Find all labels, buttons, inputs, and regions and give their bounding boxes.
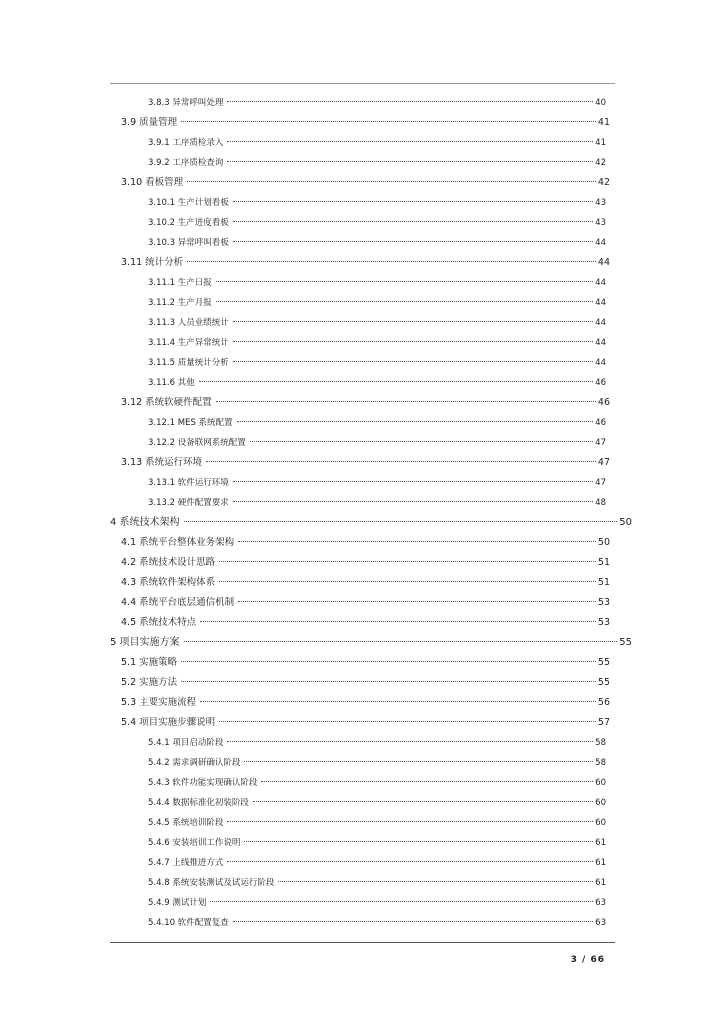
- toc-entry-page: 56: [597, 697, 610, 708]
- toc-entry-label: 3.11.3 人员业绩统计: [148, 318, 229, 328]
- toc-entry-label: 3.9 质量管理: [121, 117, 178, 128]
- toc-entry[interactable]: [121, 716, 610, 730]
- toc-entry[interactable]: [148, 856, 606, 870]
- toc-entry-label: 3.10.1 生产计划看板: [148, 198, 229, 208]
- toc-dot-leader: [199, 381, 593, 382]
- toc-dot-leader: [238, 541, 596, 542]
- toc-entry-page: 46: [595, 418, 606, 428]
- toc-entry[interactable]: [148, 816, 606, 830]
- toc-entry[interactable]: [148, 296, 606, 310]
- toc-entry-label: 5.4.9 测试计划: [148, 898, 207, 908]
- toc-entry-page: 43: [595, 198, 606, 208]
- toc-dot-leader: [237, 421, 594, 422]
- toc-dot-leader: [278, 881, 593, 882]
- toc-dot-leader: [187, 181, 596, 182]
- toc-dot-leader: [219, 561, 596, 562]
- toc-entry[interactable]: [148, 876, 606, 890]
- toc-entry-label: 5.3 主要实施流程: [121, 697, 197, 708]
- toc-dot-leader: [200, 701, 596, 702]
- toc-entry-page: 50: [619, 517, 632, 528]
- toc-entry-label: 4.5 系统技术特点: [121, 617, 197, 628]
- toc-entry-page: 42: [597, 177, 610, 188]
- toc-entry-page: 51: [597, 577, 610, 588]
- toc-entry-page: 51: [597, 557, 610, 568]
- toc-entry[interactable]: [121, 456, 610, 470]
- toc-dot-leader: [233, 321, 593, 322]
- toc-entry-label: 4.4 系统平台底层通信机制: [121, 597, 235, 608]
- toc-entry[interactable]: [148, 236, 606, 250]
- toc-dot-leader: [233, 481, 593, 482]
- toc-dot-leader: [233, 921, 593, 922]
- toc-entry-page: 60: [595, 798, 606, 808]
- toc-entry[interactable]: [148, 916, 606, 930]
- toc-entry-label: 3.11.1 生产日报: [148, 278, 212, 288]
- toc-entry[interactable]: [121, 696, 610, 710]
- toc-entry-page: 55: [597, 677, 610, 688]
- toc-entry-label: 3.13 系统运行环境: [121, 457, 203, 468]
- toc-entry-page: 55: [597, 657, 610, 668]
- toc-entry-label: 4.1 系统平台整体业务架构: [121, 537, 235, 548]
- toc-dot-leader: [227, 861, 593, 862]
- toc-entry-page: 44: [595, 298, 606, 308]
- toc-dot-leader: [233, 241, 593, 242]
- toc-dot-leader: [219, 581, 596, 582]
- toc-entry-page: 53: [597, 597, 610, 608]
- toc-dot-leader: [219, 721, 596, 722]
- toc-entry-page: 61: [595, 858, 606, 868]
- toc-dot-leader: [233, 201, 593, 202]
- toc-entry-page: 44: [597, 257, 610, 268]
- toc-entry-label: 3.10.2 生产进度看板: [148, 218, 229, 228]
- toc-entry-page: 47: [595, 438, 606, 448]
- toc-entry-page: 53: [597, 617, 610, 628]
- toc-entry-page: 55: [619, 637, 632, 648]
- toc-entry[interactable]: [121, 256, 610, 270]
- toc-entry-label: 3.11.6 其他: [148, 378, 195, 388]
- toc-entry-label: 5.1 实施策略: [121, 657, 178, 668]
- toc-entry-page: 60: [595, 778, 606, 788]
- toc-entry[interactable]: [148, 756, 606, 770]
- toc-dot-leader: [181, 661, 596, 662]
- toc-entry-label: 3.9.2 工序质检查询: [148, 158, 224, 168]
- toc-entry-label: 5 项目实施方案: [110, 637, 180, 648]
- toc-entry[interactable]: [148, 336, 606, 350]
- toc-entry-page: 41: [595, 138, 606, 148]
- toc-entry[interactable]: [110, 516, 632, 530]
- toc-entry-label: 3.10.3 异常呼叫看板: [148, 238, 229, 248]
- toc-entry[interactable]: [121, 116, 610, 130]
- toc-entry[interactable]: [148, 276, 606, 290]
- toc-entry-page: 63: [595, 918, 606, 928]
- toc-entry-label: 5.2 实施方法: [121, 677, 178, 688]
- toc-entry[interactable]: [148, 776, 606, 790]
- toc-entry-page: 63: [595, 898, 606, 908]
- toc-dot-leader: [233, 221, 593, 222]
- toc-dot-leader: [227, 101, 593, 102]
- toc-dot-leader: [227, 161, 593, 162]
- toc-entry[interactable]: [148, 436, 606, 450]
- toc-dot-leader: [200, 621, 596, 622]
- toc-dot-leader: [184, 641, 618, 642]
- toc-entry[interactable]: [121, 176, 610, 190]
- toc-entry-label: 3.11.4 生产异常统计: [148, 338, 229, 348]
- toc-entry-page: 60: [595, 818, 606, 828]
- toc-dot-leader: [181, 121, 596, 122]
- toc-dot-leader: [181, 681, 596, 682]
- toc-dot-leader: [233, 501, 593, 502]
- toc-entry[interactable]: [148, 96, 606, 110]
- toc-entry[interactable]: [148, 156, 606, 170]
- toc-dot-leader: [233, 341, 593, 342]
- toc-entry-label: 3.9.1 工序质检录入: [148, 138, 224, 148]
- toc-entry[interactable]: [148, 796, 606, 810]
- toc-dot-leader: [253, 801, 593, 802]
- toc-entry-label: 3.12.2 设备联网系统配置: [148, 438, 246, 448]
- toc-dot-leader: [261, 781, 593, 782]
- toc-entry-page: 44: [595, 318, 606, 328]
- toc-entry-label: 5.4.10 软件配置复查: [148, 918, 229, 928]
- toc-entry-page: 44: [595, 238, 606, 248]
- toc-entry-label: 4.3 系统软件架构体系: [121, 577, 216, 588]
- toc-entry-label: 5.4.6 安装培训工作说明: [148, 838, 241, 848]
- page-indicator: 3 / 66: [570, 955, 605, 965]
- toc-entry-label: 5.4.3 软件功能实现确认阶段: [148, 778, 258, 788]
- toc-entry-page: 61: [595, 838, 606, 848]
- toc-entry[interactable]: [148, 836, 606, 850]
- toc-entry-page: 48: [595, 498, 606, 508]
- toc-dot-leader: [184, 521, 618, 522]
- toc-entry-label: 3.11.2 生产月报: [148, 298, 212, 308]
- toc-entry-page: 40: [595, 98, 606, 108]
- toc-entry-page: 47: [595, 478, 606, 488]
- toc-entry[interactable]: [121, 556, 610, 570]
- toc-entry-page: 58: [595, 738, 606, 748]
- toc-entry-label: 3.8.3 异常呼叫处理: [148, 98, 224, 108]
- toc-dot-leader: [227, 821, 593, 822]
- toc-entry[interactable]: [121, 596, 610, 610]
- toc-entry-label: 5.4 项目实施步骤说明: [121, 717, 216, 728]
- toc-entry-label: 5.4.7 上线推进方式: [148, 858, 224, 868]
- toc-entry-page: 61: [595, 878, 606, 888]
- toc-entry[interactable]: [148, 136, 606, 150]
- toc-entry[interactable]: [110, 636, 632, 650]
- toc-entry[interactable]: [121, 396, 610, 410]
- toc-dot-leader: [238, 601, 596, 602]
- toc-entry-label: 5.4.8 系统安装测试及试运行阶段: [148, 878, 275, 888]
- toc-dot-leader: [250, 441, 593, 442]
- toc-dot-leader: [216, 301, 593, 302]
- toc-entry[interactable]: [148, 476, 606, 490]
- toc-entry-label: 3.11 统计分析: [121, 257, 184, 268]
- toc-entry[interactable]: [148, 316, 606, 330]
- toc-dot-leader: [233, 361, 593, 362]
- toc-entry[interactable]: [148, 416, 606, 430]
- toc-entry-page: 47: [597, 457, 610, 468]
- toc-dot-leader: [244, 761, 593, 762]
- footer-rule: [110, 942, 615, 943]
- toc-entry[interactable]: [121, 656, 610, 670]
- toc-entry-label: 5.4.1 项目启动阶段: [148, 738, 224, 748]
- toc-entry-page: 44: [595, 338, 606, 348]
- toc-dot-leader: [210, 901, 593, 902]
- toc-entry[interactable]: [121, 616, 610, 630]
- toc-dot-leader: [227, 141, 593, 142]
- toc-entry-page: 46: [597, 397, 610, 408]
- toc-entry-label: 5.4.4 数据标准化初装阶段: [148, 798, 249, 808]
- toc-entry-label: 4 系统技术架构: [110, 517, 180, 528]
- toc-entry-page: 58: [595, 758, 606, 768]
- toc-dot-leader: [227, 741, 593, 742]
- toc-entry[interactable]: [148, 196, 606, 210]
- toc-entry-label: 3.13.2 硬件配置要求: [148, 498, 229, 508]
- toc-dot-leader: [206, 461, 596, 462]
- toc-entry[interactable]: [148, 216, 606, 230]
- toc-entry-label: 3.13.1 软件运行环境: [148, 478, 229, 488]
- toc-entry-page: 57: [597, 717, 610, 728]
- toc-dot-leader: [187, 261, 596, 262]
- toc-entry-label: 4.2 系统技术设计思路: [121, 557, 216, 568]
- toc-dot-leader: [216, 281, 593, 282]
- toc-entry-label: 3.12.1 MES 系统配置: [148, 418, 233, 428]
- toc-entry[interactable]: [121, 676, 610, 690]
- toc-entry-page: 42: [595, 158, 606, 168]
- toc-entry-page: 50: [597, 537, 610, 548]
- toc-dot-leader: [216, 401, 596, 402]
- toc-entry-label: 3.12 系统软硬件配置: [121, 397, 212, 408]
- toc-entry[interactable]: [148, 896, 606, 910]
- toc-entry[interactable]: [148, 376, 606, 390]
- toc-entry-page: 44: [595, 358, 606, 368]
- toc-dot-leader: [244, 841, 593, 842]
- toc-entry-page: 43: [595, 218, 606, 228]
- toc-entry[interactable]: [121, 536, 610, 550]
- toc-entry-label: 5.4.2 需求调研确认阶段: [148, 758, 241, 768]
- toc-entry[interactable]: [148, 356, 606, 370]
- toc-entry-label: 3.10 看板管理: [121, 177, 184, 188]
- toc-entry-page: 44: [595, 278, 606, 288]
- toc-entry[interactable]: [148, 496, 606, 510]
- toc-entry-label: 5.4.5 系统培训阶段: [148, 818, 224, 828]
- toc-entry[interactable]: [121, 576, 610, 590]
- toc-entry[interactable]: [148, 736, 606, 750]
- toc-entry-label: 3.11.5 质量统计分析: [148, 358, 229, 368]
- toc-entry-page: 46: [595, 378, 606, 388]
- toc-entry-page: 41: [597, 117, 610, 128]
